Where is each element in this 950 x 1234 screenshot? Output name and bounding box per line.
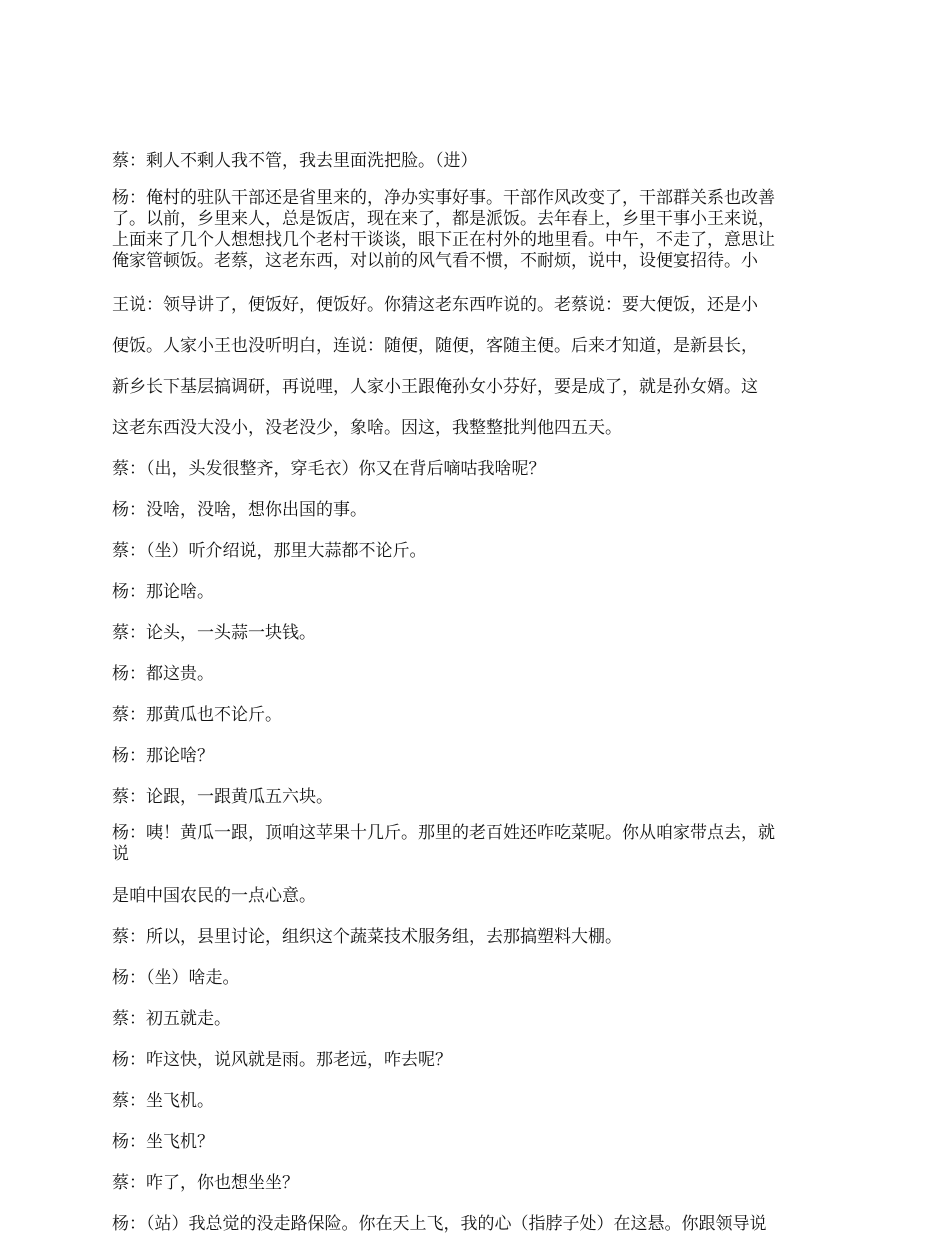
- dialogue-line: 杨：都这贵。: [112, 664, 214, 684]
- dialogue-paragraph-line: 说: [112, 844, 129, 864]
- dialogue-line: 杨：坐飞机？: [112, 1132, 214, 1152]
- dialogue-paragraph-line: 俺家管顿饭。老蔡，这老东西，对以前的风气看不惯，不耐烦，说中，设便宴招待。小: [112, 251, 758, 271]
- dialogue-paragraph-line: 了。以前，乡里来人，总是饭店，现在来了，都是派饭。去年春上，乡里干事小王来说，: [112, 209, 775, 229]
- script-text-body: [112, 146, 840, 1234]
- dialogue-line: 是咱中国农民的一点心意。: [112, 886, 316, 906]
- dialogue-line: 蔡：（坐）听介绍说，那里大蒜都不论斤。: [112, 541, 427, 561]
- dialogue-line: 王说：领导讲了，便饭好，便饭好。你猜这老东西咋说的。老蔡说：要大便饭，还是小: [112, 295, 758, 315]
- dialogue-line: 杨：（坐）啥走。: [112, 968, 240, 988]
- dialogue-line: 这老东西没大没小，没老没少，象啥。因这，我整整批判他四五天。: [112, 418, 622, 438]
- dialogue-paragraph-line: 杨：俺村的驻队干部还是省里来的，净办实事好事。干部作风改变了，干部群关系也改善: [112, 188, 775, 208]
- dialogue-line: 蔡：（出，头发很整齐，穿毛衣）你又在背后嘀咕我啥呢？: [112, 459, 546, 479]
- dialogue-line: 蔡：论跟，一跟黄瓜五六块。: [112, 787, 333, 807]
- dialogue-line: 蔡：剩人不剩人我不管，我去里面洗把脸。（进）: [112, 151, 478, 171]
- dialogue-line: 蔡：坐飞机。: [112, 1091, 214, 1111]
- dialogue-line: 新乡长下基层搞调研，再说哩，人家小王跟俺孙女小芬好，要是成了，就是孙女婿。这: [112, 377, 758, 397]
- dialogue-line: 杨：那论啥？: [112, 746, 214, 766]
- dialogue-line: 蔡：那黄瓜也不论斤。: [112, 705, 282, 725]
- dialogue-line: 便饭。人家小王也没听明白，连说：随便，随便，客随主便。后来才知道，是新县长，: [112, 336, 758, 356]
- dialogue-line: 杨：咋这快，说风就是雨。那老远，咋去呢？: [112, 1050, 452, 1070]
- dialogue-paragraph-line: 杨：咦！黄瓜一跟，顶咱这苹果十几斤。那里的老百姓还咋吃菜呢。你从咱家带点去，就: [112, 823, 775, 843]
- dialogue-line: 蔡：咋了，你也想坐坐？: [112, 1173, 299, 1193]
- dialogue-line: 蔡：所以，县里讨论，组织这个蔬菜技术服务组，去那搞塑料大棚。: [112, 927, 622, 947]
- dialogue-line: 杨：那论啥。: [112, 582, 214, 602]
- dialogue-line: 蔡：初五就走。: [112, 1009, 231, 1029]
- dialogue-line: 杨：（站）我总觉的没走路保险。你在天上飞，我的心（指脖子处）在这悬。你跟领导说: [112, 1214, 767, 1234]
- dialogue-paragraph-line: 上面来了几个人想想找几个老村干谈谈，眼下正在村外的地里看。中午，不走了，意思让: [112, 230, 775, 250]
- dialogue-line: 杨：没啥，没啥，想你出国的事。: [112, 500, 367, 520]
- dialogue-line: 蔡：论头，一头蒜一块钱。: [112, 623, 316, 643]
